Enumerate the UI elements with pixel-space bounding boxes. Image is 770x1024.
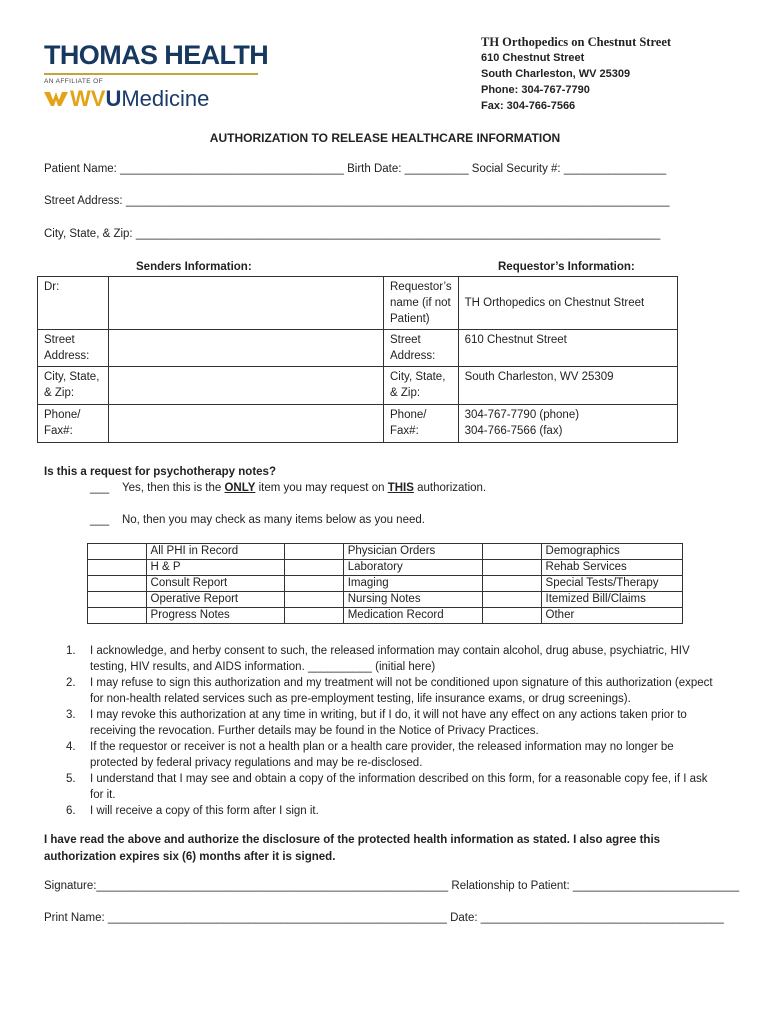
statement-number: 3. [66, 709, 76, 721]
logo-divider [44, 73, 258, 75]
checklist-item-label: Operative Report [146, 592, 285, 608]
checkbox-cell[interactable] [285, 560, 344, 576]
statement-number: 1. [66, 645, 76, 657]
checklist-item-label: Nursing Notes [343, 592, 482, 608]
checklist-item-label: Laboratory [343, 560, 482, 576]
checklist-item-label: Special Tests/Therapy [541, 576, 682, 592]
sender-requestor-table [37, 276, 678, 443]
checklist-item-label: Rehab Services [541, 560, 682, 576]
requestor-phone-number: 304-767-7790 (phone) [464, 409, 580, 421]
requestor-street-value[interactable]: 610 Chestnut Street [458, 330, 677, 367]
statement-number: 4. [66, 741, 76, 753]
print-name-line[interactable]: Print Name: _____________________________________________________ Date: ______________________________________ [44, 912, 724, 924]
checklist-item-label: Consult Report [146, 576, 285, 592]
statement-number: 5. [66, 773, 76, 785]
statement-text: I will receive a copy of this form after I sign it. [90, 805, 319, 817]
statement-number: 6. [66, 805, 76, 817]
checklist-item-label: Itemized Bill/Claims [541, 592, 682, 608]
checkbox-cell[interactable] [483, 544, 542, 560]
wvu-flying-wv-icon [44, 87, 68, 113]
no-blank[interactable]: ___ [90, 514, 110, 526]
patient-name-line[interactable]: Patient Name: ___________________________________ Birth Date: __________ Social Security #: ________________ [44, 163, 667, 175]
checklist-row [88, 544, 683, 560]
street-address-line[interactable]: Street Address: _____________________________________________________________________________________ [44, 195, 670, 207]
checklist-item-label: All PHI in Record [146, 544, 285, 560]
checkbox-cell[interactable] [483, 576, 542, 592]
facility-fax: Fax: 304-766-7566 [481, 100, 576, 112]
facility-name: TH Orthopedics on Chestnut Street [481, 35, 672, 49]
checkbox-cell[interactable] [285, 608, 344, 624]
checkbox-cell[interactable] [88, 544, 147, 560]
facility-phone: Phone: 304-767-7790 [481, 84, 590, 96]
city-state-zip-line[interactable]: City, State, & Zip: __________________________________________________________________________________ [44, 228, 661, 240]
psychotherapy-yes-option[interactable]: ___ Yes, then this is the ONLY item you may request on THIS authorization. [90, 482, 487, 494]
checklist-row [88, 608, 683, 624]
sender-city-label: City, State, & Zip: [38, 367, 109, 405]
records-checklist-table [87, 543, 683, 624]
requestor-phone-label: Phone/ Fax#: [384, 405, 459, 443]
statement-item [66, 803, 716, 819]
thomas-health-logo: THOMAS HEALTH [44, 40, 269, 70]
requestor-fax-number: 304-766-7566 (fax) [464, 425, 563, 437]
form-title: AUTHORIZATION TO RELEASE HEALTHCARE INFORMATION [209, 131, 561, 145]
signature-line[interactable]: Signature:_______________________________________________________ Relationship to Patient: __________________________ [44, 880, 740, 892]
requestor-street-label: Street Address: [384, 330, 459, 367]
sender-street-field[interactable] [109, 330, 384, 367]
checkbox-cell[interactable] [483, 560, 542, 576]
statement-item [66, 739, 716, 771]
checklist-row [88, 576, 683, 592]
checklist-row [88, 592, 683, 608]
checkbox-cell[interactable] [88, 592, 147, 608]
this-emphasis: THIS [387, 482, 414, 494]
sender-phone-label: Phone/ Fax#: [38, 405, 109, 443]
checkbox-cell[interactable] [88, 576, 147, 592]
wvu-medicine-logo: WVUMedicine [44, 86, 209, 113]
checkbox-cell[interactable] [285, 592, 344, 608]
sender-city-field[interactable] [109, 367, 384, 405]
statement-text: I may revoke this authorization at any time in writing, but if I do, it will not have any effect on any actions taken prior to receiving the revocation. Further details may be found in the Notice of Privacy Practices. [90, 709, 687, 737]
consent-statements [66, 643, 716, 819]
authorization-statement: I have read the above and authorize the disclosure of the protected health information as stated. I also agree this authorization expires six (6) months after it is signed. [44, 834, 661, 863]
psychotherapy-no-option[interactable]: ___ No, then you may check as many items below as you need. [90, 514, 425, 526]
checklist-item-label: Other [541, 608, 682, 624]
statement-text: I understand that I may see and obtain a copy of the information described on this form, for a reasonable copy fee, if I ask for it. [90, 773, 708, 801]
statement-item [66, 771, 716, 803]
checklist-item-label: Imaging [343, 576, 482, 592]
statement-item [66, 675, 716, 707]
yes-blank[interactable]: ___ [90, 482, 110, 494]
facility-city: South Charleston, WV 25309 [481, 68, 631, 80]
dr-field[interactable] [109, 277, 384, 330]
requestor-heading: Requestor’s Information: [498, 261, 635, 273]
checkbox-cell[interactable] [285, 576, 344, 592]
senders-heading: Senders Information: [136, 261, 252, 273]
statement-text: If the requestor or receiver is not a health plan or a health care provider, the released information may no longer be protected by federal privacy regulations and may be re-disclosed. [90, 741, 674, 769]
requestor-city-label: City, State, & Zip: [384, 367, 459, 405]
requestor-name-label: Requestor’s name (if not Patient) [384, 277, 459, 330]
checkbox-cell[interactable] [88, 608, 147, 624]
statement-number: 2. [66, 677, 76, 689]
psychotherapy-question: Is this a request for psychotherapy notes? [44, 466, 276, 478]
checkbox-cell[interactable] [483, 608, 542, 624]
sender-street-label: Street Address: [38, 330, 109, 367]
facility-address [481, 34, 671, 114]
checkbox-cell[interactable] [483, 592, 542, 608]
statement-item [66, 643, 716, 675]
statement-item [66, 707, 716, 739]
affiliate-label: AN AFFILIATE OF [44, 78, 103, 85]
dr-label: Dr: [38, 277, 109, 330]
statement-text: I acknowledge, and herby consent to such, the released information may contain alcohol, drug abuse, psychiatric, HIV testing, HIV results, and AIDS information. __________ (initial here) [90, 645, 690, 673]
sender-phone-field[interactable] [109, 405, 384, 443]
checkbox-cell[interactable] [285, 544, 344, 560]
requestor-name-value[interactable]: TH Orthopedics on Chestnut Street [458, 277, 677, 330]
only-emphasis: ONLY [224, 482, 256, 494]
checklist-item-label: Medication Record [343, 608, 482, 624]
statement-text: I may refuse to sign this authorization and my treatment will not be conditioned upon signature of this authorization (expect for non-health related services such as pre-employment testing, life insurance exams, or drug screenings). [90, 677, 713, 705]
requestor-city-value[interactable]: South Charleston, WV 25309 [458, 367, 677, 405]
requestor-phone-value[interactable] [458, 405, 677, 443]
checklist-row [88, 560, 683, 576]
facility-street: 610 Chestnut Street [481, 52, 585, 64]
checklist-item-label: H & P [146, 560, 285, 576]
checklist-item-label: Demographics [541, 544, 682, 560]
checklist-item-label: Physician Orders [343, 544, 482, 560]
checklist-item-label: Progress Notes [146, 608, 285, 624]
checkbox-cell[interactable] [88, 560, 147, 576]
